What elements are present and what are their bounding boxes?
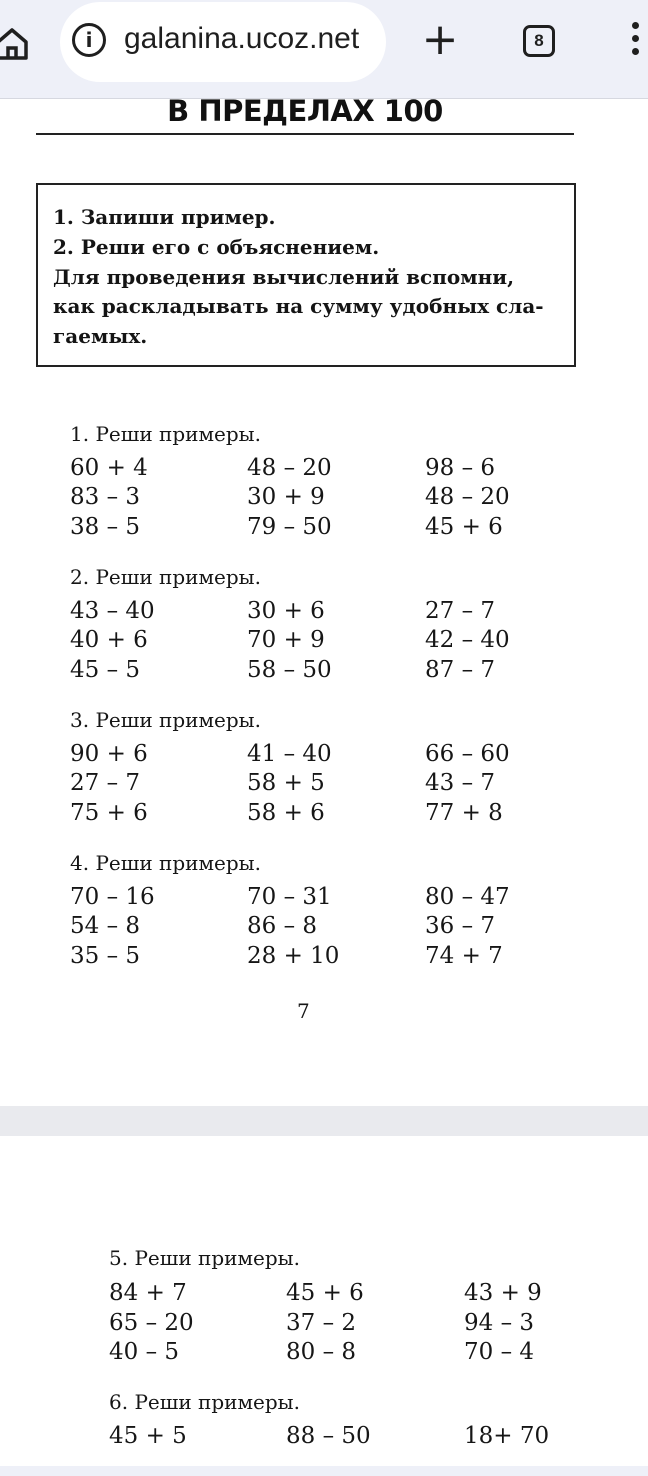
example: 80 – 8: [286, 1339, 357, 1365]
exercise-title: 3. Реши примеры.: [70, 708, 261, 732]
example: 75 + 6: [70, 800, 148, 826]
example: 43 – 7: [425, 770, 496, 796]
instruction-line: как раскладывать на сумму удобных сла-: [53, 294, 544, 318]
url-text[interactable]: galanina.ucoz.net: [124, 22, 360, 55]
example: 70 – 31: [247, 884, 332, 910]
tab-switcher-icon[interactable]: 8: [523, 25, 555, 57]
example: 70 – 16: [70, 884, 155, 910]
example: 45 + 6: [425, 514, 503, 540]
instructions-box: [36, 183, 576, 367]
example: 35 – 5: [70, 943, 141, 969]
exercise-title: 5. Реши примеры.: [109, 1246, 300, 1270]
example: 83 – 3: [70, 484, 141, 510]
instruction-line: Для проведения вычислений вспомни,: [53, 265, 515, 289]
example: 37 – 2: [286, 1310, 357, 1336]
example: 27 – 7: [425, 598, 496, 624]
example: 86 – 8: [247, 913, 318, 939]
page-heading: В ПРЕДЕЛАХ 100: [167, 94, 443, 128]
example: 54 – 8: [70, 913, 141, 939]
example: 58 + 5: [247, 770, 325, 796]
instruction-line: гаемых.: [53, 324, 148, 348]
example: 80 – 47: [425, 884, 510, 910]
exercise-title: 1. Реши примеры.: [70, 422, 261, 446]
example: 42 – 40: [425, 627, 510, 653]
address-bar[interactable]: [60, 2, 386, 82]
example: 43 + 9: [464, 1280, 542, 1306]
example: 84 + 7: [109, 1280, 187, 1306]
example: 38 – 5: [70, 514, 141, 540]
example: 87 – 7: [425, 657, 496, 683]
page-separator: [0, 1106, 648, 1136]
example: 70 – 4: [464, 1339, 535, 1365]
example: 90 + 6: [70, 741, 148, 767]
new-tab-icon[interactable]: +: [421, 14, 459, 65]
example: 70 + 9: [247, 627, 325, 653]
heading-divider: [36, 133, 574, 135]
example: 74 + 7: [425, 943, 503, 969]
example: 48 – 20: [425, 484, 510, 510]
exercise-title: 4. Реши примеры.: [70, 851, 261, 875]
example: 98 – 6: [425, 455, 496, 481]
home-icon[interactable]: [0, 22, 30, 62]
example: 48 – 20: [247, 455, 332, 481]
example: 30 + 6: [247, 598, 325, 624]
example: 41 – 40: [247, 741, 332, 767]
example: 66 – 60: [425, 741, 510, 767]
instruction-line: 2. Реши его с объяснением.: [53, 235, 380, 259]
example: 88 – 50: [286, 1423, 371, 1449]
example: 45 – 5: [70, 657, 141, 683]
example: 45 + 5: [109, 1423, 187, 1449]
example: 58 – 50: [247, 657, 332, 683]
example: 27 – 7: [70, 770, 141, 796]
example: 43 – 40: [70, 598, 155, 624]
browser-toolbar: [0, 0, 648, 99]
bottom-bar: [0, 1466, 648, 1476]
instruction-line: 1. Запиши пример.: [53, 205, 276, 229]
example: 40 + 6: [70, 627, 148, 653]
example: 40 – 5: [109, 1339, 180, 1365]
example: 58 + 6: [247, 800, 325, 826]
example: 79 – 50: [247, 514, 332, 540]
example: 28 + 10: [247, 943, 340, 969]
info-icon[interactable]: i: [72, 23, 106, 57]
example: 45 + 6: [286, 1280, 364, 1306]
example: 18+ 70: [464, 1423, 550, 1449]
example: 60 + 4: [70, 455, 148, 481]
exercise-title: 2. Реши примеры.: [70, 565, 261, 589]
example: 94 – 3: [464, 1310, 535, 1336]
menu-dots-icon[interactable]: [626, 22, 646, 62]
exercise-title: 6. Реши примеры.: [109, 1390, 300, 1414]
page-number: 7: [297, 999, 310, 1023]
example: 65 – 20: [109, 1310, 194, 1336]
example: 77 + 8: [425, 800, 503, 826]
example: 36 – 7: [425, 913, 496, 939]
example: 30 + 9: [247, 484, 325, 510]
